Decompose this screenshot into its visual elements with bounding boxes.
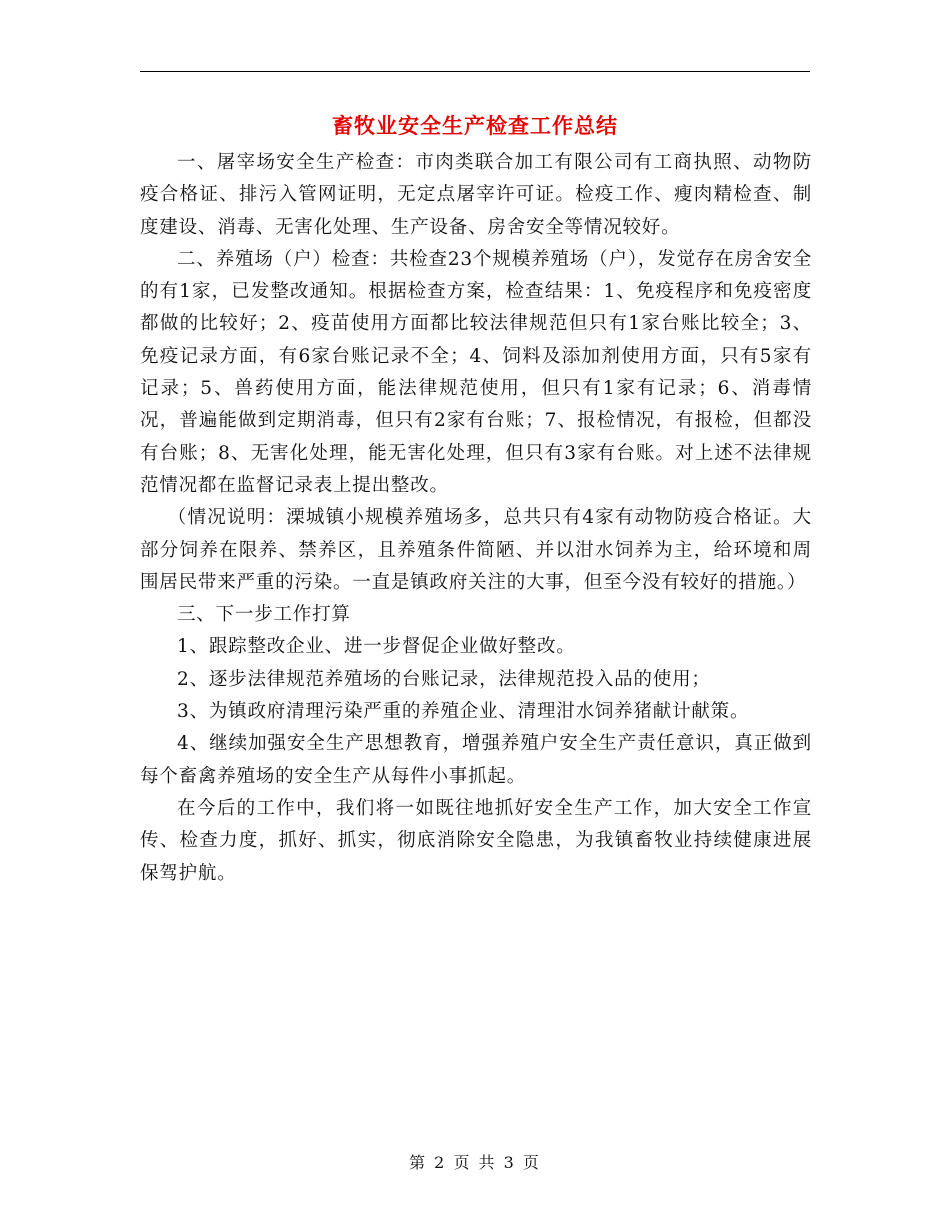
- next-step-item-1: 1、跟踪整改企业、进一步督促企业做好整改。: [177, 636, 576, 658]
- next-step-item-2: 2、逐步法律规范养殖场的台账记录，法律规范投入品的使用；: [177, 668, 711, 690]
- document-title: 畜牧业安全生产检查工作总结: [332, 113, 618, 138]
- closing-paragraph: 在今后的工作中，我们将一如既往地抓好安全生产工作，加大安全工作宣传、检查力度，抓好、抓实，彻底消除安全隐患，为我镇畜牧业持续健康进展保驾护航。: [140, 797, 812, 884]
- section-slaughterhouse-inspection: 一、屠宰场安全生产检查：市肉类联合加工有限公司有工商执照、动物防疫合格证、排污入管网证明，无定点屠宰许可证。检疫工作、瘦肉精检查、制度建设、消毒、无害化处理、生产设备、房舍安全等情况较好。: [140, 152, 812, 238]
- next-step-item-4: 4、继续加强安全生产思想教育，增强养殖户安全生产责任意识，真正做到每个畜禽养殖场的安全生产从每件小事抓起。: [140, 733, 812, 787]
- header-rule: [140, 71, 810, 72]
- situation-note: （情况说明：溧城镇小规模养殖场多，总共只有4家有动物防疫合格证。大部分饲养在限养、禁养区，且养殖条件简陋、并以泔水饲养为主，给环境和周围居民带来严重的污染。一直是镇政府关注的大事，但至今没有较好的措施。）: [140, 507, 812, 593]
- page-number-footer: 第 2 页 共 3 页: [409, 1153, 541, 1172]
- document-body: [140, 147, 812, 890]
- section-farm-inspection: 二、养殖场（户）检查：共检查23个规模养殖场（户），发觉存在房舍安全的有1家，已发整改通知。根据检查方案，检查结果：1、免疫程序和免疫密度都做的比较好；2、疫苗使用方面都比较法律规范但只有1家台账比较全；3、免疫记录方面，有6家台账记录不全；4、饲料及添加剂使用方面，只有5家有记录；5、兽药使用方面，能法律规范使用，但只有1家有记录；6、消毒情况，普遍能做到定期消毒，但只有2家有台账；7、报检情况，有报检，但都没有台账；8、无害化处理，能无害化处理，但只有3家有台账。对上述不法律规范情况都在监督记录表上提出整改。: [140, 248, 812, 496]
- section-next-steps-heading: 三、下一步工作打算: [177, 604, 351, 626]
- next-step-item-3: 3、为镇政府清理污染严重的养殖企业、清理泔水饲养猪献计献策。: [177, 701, 750, 723]
